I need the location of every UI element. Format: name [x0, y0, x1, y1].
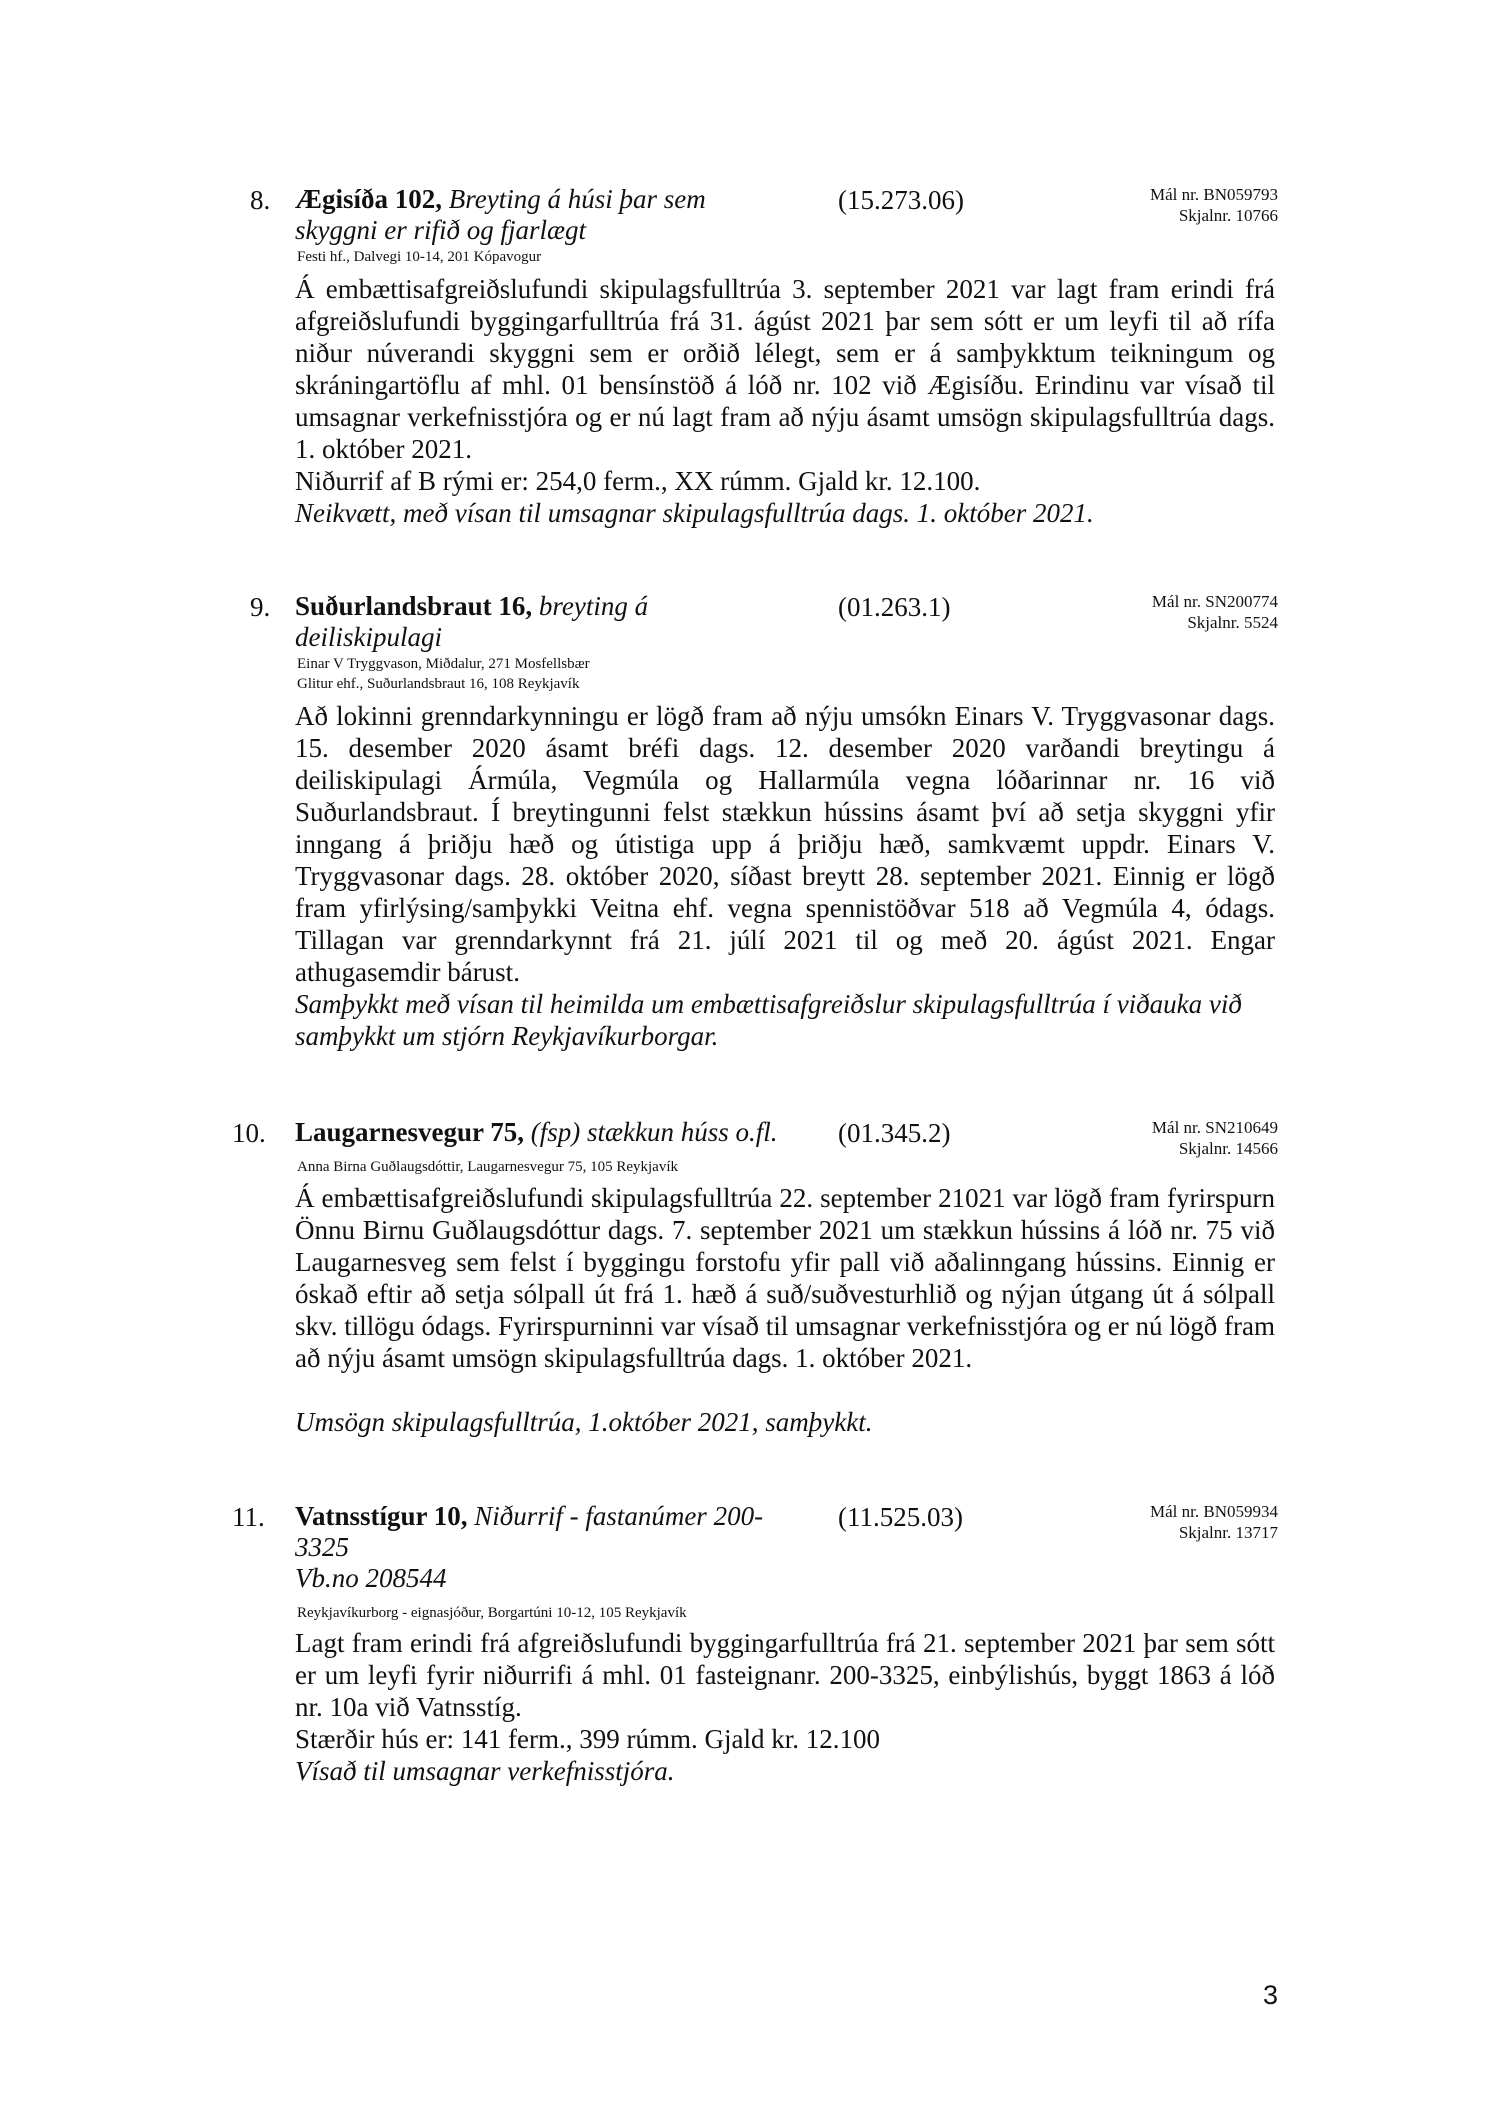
item-extra: Stærðir hús er: 141 ferm., 399 rúmm. Gjald kr. 12.100 [295, 1724, 880, 1754]
case-numbers [1152, 591, 1278, 633]
item-street: Suðurlandsbraut 16, [295, 591, 533, 621]
applicant: Festi hf., Dalvegi 10-14, 201 Kópavogur [297, 249, 542, 265]
case-numbers [1152, 1117, 1278, 1159]
item-text: Að lokinni grenndarkynningu er lögð fram að nýju umsókn Einars V. Tryggvasonar dags. 15. desember 2020 ásamt bréfi dags. 12. desember 2020 varðandi breytingu á deiliskipulagi Ármúla, Vegmúla og Hallarmúla vegna lóðarinnar nr. 16 við Suðurlandsbraut. Í breytingunni felst stækkun hússins ásamt því að setja skyggni yfir inngang á þriðju hæð og útistiga upp á þriðju hæð, samkvæmt uppdr. Einars V. Tryggvasonar dags. 28. október 2020, síðast breytt 28. september 2021. Einnig er lögð fram yfirlýsing/samþykki Veitna ehf. vegna spennistöðvar 518 að Vegmúla 4, ódags. Tillagan var grenndarkynnt frá 21. júlí 2021 til og með 20. ágúst 2021. Engar athugasemdir bárust. [295, 701, 1275, 987]
document-number: Skjalnr. 5524 [1187, 613, 1278, 632]
case-number: Mál nr. SN210649 [1151, 1118, 1278, 1137]
item-street: Ægisíða 102, [295, 184, 443, 214]
document-number: Skjalnr. 10766 [1178, 206, 1278, 225]
item-description: Breyting á húsi þar sem skyggni er rifið og fjarlægt [295, 184, 706, 245]
item-number: 8. [250, 185, 271, 215]
item-text: Á embættisafgreiðslufundi skipulagsfulltrúa 22. september 21021 var lögð fram fyrirspurn Önnu Birnu Guðlaugsdóttur dags. 7. september 2021 um stækkun hússins á lóð nr. 75 við Laugarnesveg sem felst í byggingu forstofu yfir pall við aðalinngang hússins. Einnig er óskað eftir að setja sólpall út frá 1. hæð á suð/suðvesturhlið og nýjan útgang út á sólpall skv. tillögu ódags. Fyrirspurninni var vísað til umsagnar verkefnisstjóra og er nú lögð fram að nýju ásamt umsögn skipulagsfulltrúa dags. 1. október 2021. [295, 1183, 1275, 1373]
item-decision: Vísað til umsagnar verkefnisstjóra. [295, 1756, 675, 1786]
item-decision: Umsögn skipulagsfulltrúa, 1.október 2021, samþykkt. [295, 1407, 873, 1437]
land-number: (11.525.03) [838, 1502, 963, 1532]
case-number: Mál nr. BN059793 [1150, 185, 1278, 204]
case-numbers [1150, 184, 1278, 226]
applicant: Einar V Tryggvason, Miðdalur, 271 Mosfellsbær [297, 656, 590, 672]
item-number: 11. [232, 1502, 265, 1532]
item-street: Laugarnesvegur 75, [295, 1117, 525, 1147]
case-number: Mál nr. SN200774 [1151, 592, 1278, 611]
document-number: Skjalnr. 13717 [1178, 1523, 1278, 1542]
item-title [295, 184, 750, 246]
item-subtitle: Vb.no 208544 [295, 1563, 447, 1593]
land-number: (15.273.06) [838, 185, 964, 215]
item-extra: Niðurrif af B rými er: 254,0 ferm., XX rúmm. Gjald kr. 12.100. [295, 466, 981, 496]
item-number: 9. [250, 592, 271, 622]
item-description: Niðurrif - fastanúmer 200-3325 [295, 1501, 764, 1562]
item-title [295, 1117, 815, 1148]
item-number: 10. [232, 1118, 266, 1148]
item-title [295, 1501, 795, 1563]
applicant: Anna Birna Guðlaugsdóttir, Laugarnesvegur 75, 105 Reykjavík [297, 1159, 678, 1175]
item-title [295, 591, 715, 653]
applicant: Glitur ehf., Suðurlandsbraut 16, 108 Reykjavík [297, 676, 580, 692]
item-street: Vatnsstígur 10, [295, 1501, 468, 1531]
case-numbers [1150, 1501, 1278, 1543]
page-number: 3 [1262, 1980, 1278, 2010]
land-number: (01.345.2) [838, 1118, 951, 1148]
document-number: Skjalnr. 14566 [1178, 1139, 1278, 1158]
item-description: (fsp) stækkun húss o.fl. [530, 1117, 778, 1147]
item-text: Lagt fram erindi frá afgreiðslufundi byggingarfulltrúa frá 21. september 2021 þar sem sótt er um leyfi fyrir niðurrifi á mhl. 01 fasteignanr. 200-3325, einbýlishús, byggt 1863 á lóð nr. 10a við Vatnsstíg. [295, 1628, 1275, 1722]
item-text: Á embættisafgreiðslufundi skipulagsfulltrúa 3. september 2021 var lagt fram erindi frá afgreiðslufundi byggingarfulltrúa frá 31. ágúst 2021 þar sem sótt er um leyfi til að rífa niður núverandi skyggni sem er orðið lélegt, sem er á samþykktum teikningum og skráningartöflu af mhl. 01 bensínstöð á lóð nr. 102 við Ægisíðu. Erindinu var vísað til umsagnar verkefnisstjóra og er nú lagt fram að nýju ásamt umsögn skipulagsfulltrúa dags. 1. október 2021. [295, 274, 1275, 464]
item-description: breyting á deiliskipulagi [295, 591, 649, 652]
applicant: Reykjavíkurborg - eignasjóður, Borgartúni 10-12, 105 Reykjavík [297, 1605, 687, 1621]
land-number: (01.263.1) [838, 592, 951, 622]
case-number: Mál nr. BN059934 [1150, 1502, 1278, 1521]
item-decision: Samþykkt með vísan til heimilda um embættisafgreiðslur skipulagsfulltrúa í viðauka við samþykkt um stjórn Reykjavíkurborgar. [295, 989, 1242, 1051]
item-decision: Neikvætt, með vísan til umsagnar skipulagsfulltrúa dags. 1. október 2021. [295, 498, 1094, 528]
